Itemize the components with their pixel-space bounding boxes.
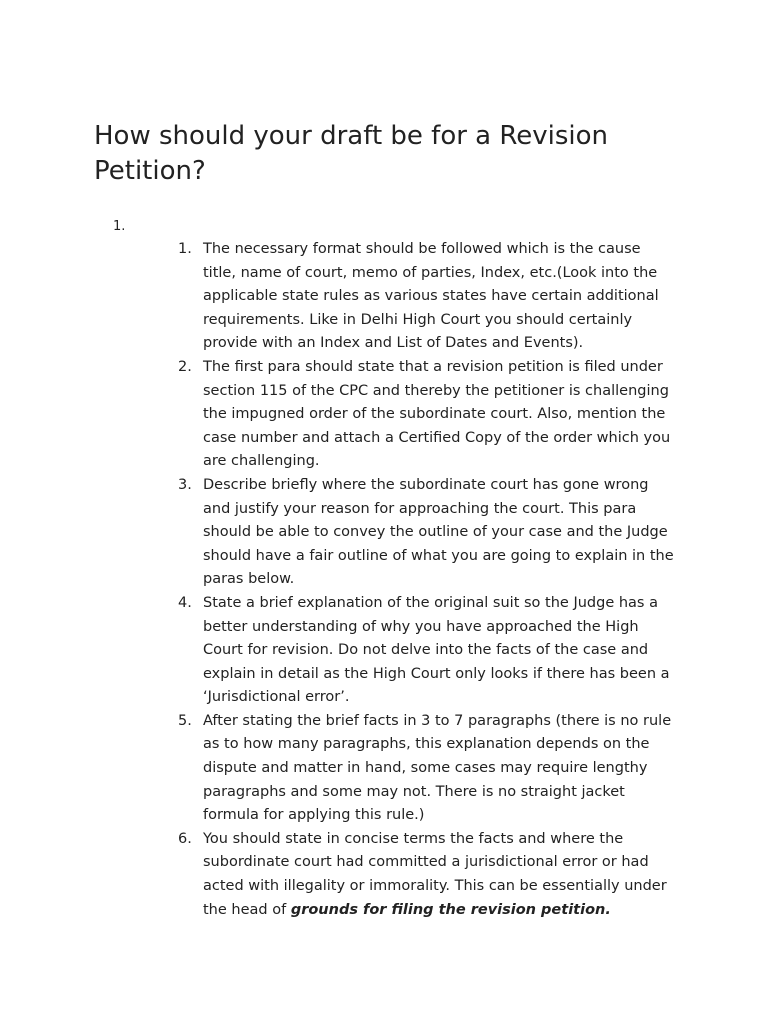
list-item bbox=[178, 828, 678, 922]
list-item-text: The necessary format should be followed which is the cause title, name of court, memo of parties, Index, etc.(Look into the applicable state rules as various states have certain additional requirements. Like in Delhi High Court you should certainly provide with an Index and List of Dates and Events). bbox=[203, 241, 659, 352]
list-item bbox=[178, 356, 678, 474]
list-item-number: 3. bbox=[178, 476, 192, 493]
steps-list bbox=[178, 238, 678, 922]
page-title: How should your draft be for a Revision Petition? bbox=[94, 121, 609, 186]
list-item-text: The first para should state that a revision petition is filed under section 115 of the CPC and thereby the petitioner is challenging the impugned order of the subordinate court. Also, mention the case number and attach a Certified Copy of the order which you are challenging. bbox=[203, 358, 671, 470]
list-item-number: 4. bbox=[178, 594, 192, 611]
list-item-number: 6. bbox=[178, 830, 192, 847]
list-item bbox=[178, 710, 678, 828]
list-item-text: After stating the brief facts in 3 to 7 paragraphs (there is no rule as to how many paragraphs, this explanation depends on the dispute and matter in hand, some cases may require lengthy paragraphs and some may not. There is no straight jacket formula for applying this rule.) bbox=[203, 712, 672, 824]
list-item bbox=[178, 238, 678, 356]
list-item-text: Describe briefly where the subordinate court has gone wrong and justify your reason for approaching the court. This para should be able to convey the outline of your case and the Judge should have a fair outline of what you are going to explain in the paras below. bbox=[203, 476, 674, 588]
list-item-number: 5. bbox=[178, 712, 192, 729]
list-item-number: 2. bbox=[178, 358, 192, 375]
list-item bbox=[178, 592, 678, 710]
list-item-number: 1. bbox=[178, 241, 192, 257]
list-item-text: You should state in concise terms the facts and where the subordinate court had committed a jurisdictional error or had acted with illegality or immorality. This can be essentially under the head of bbox=[203, 830, 667, 918]
list-item-text: State a brief explanation of the original suit so the Judge has a better understanding of why you have approached the High Court for revision. Do not delve into the facts of the case and explain in detail as the High Court only looks if there has been a ‘Jurisdictional error’. bbox=[203, 594, 670, 706]
emphasized-text: grounds for filing the revision petition. bbox=[290, 901, 611, 918]
outer-list-number: 1. bbox=[113, 219, 126, 234]
list-item bbox=[178, 474, 678, 592]
